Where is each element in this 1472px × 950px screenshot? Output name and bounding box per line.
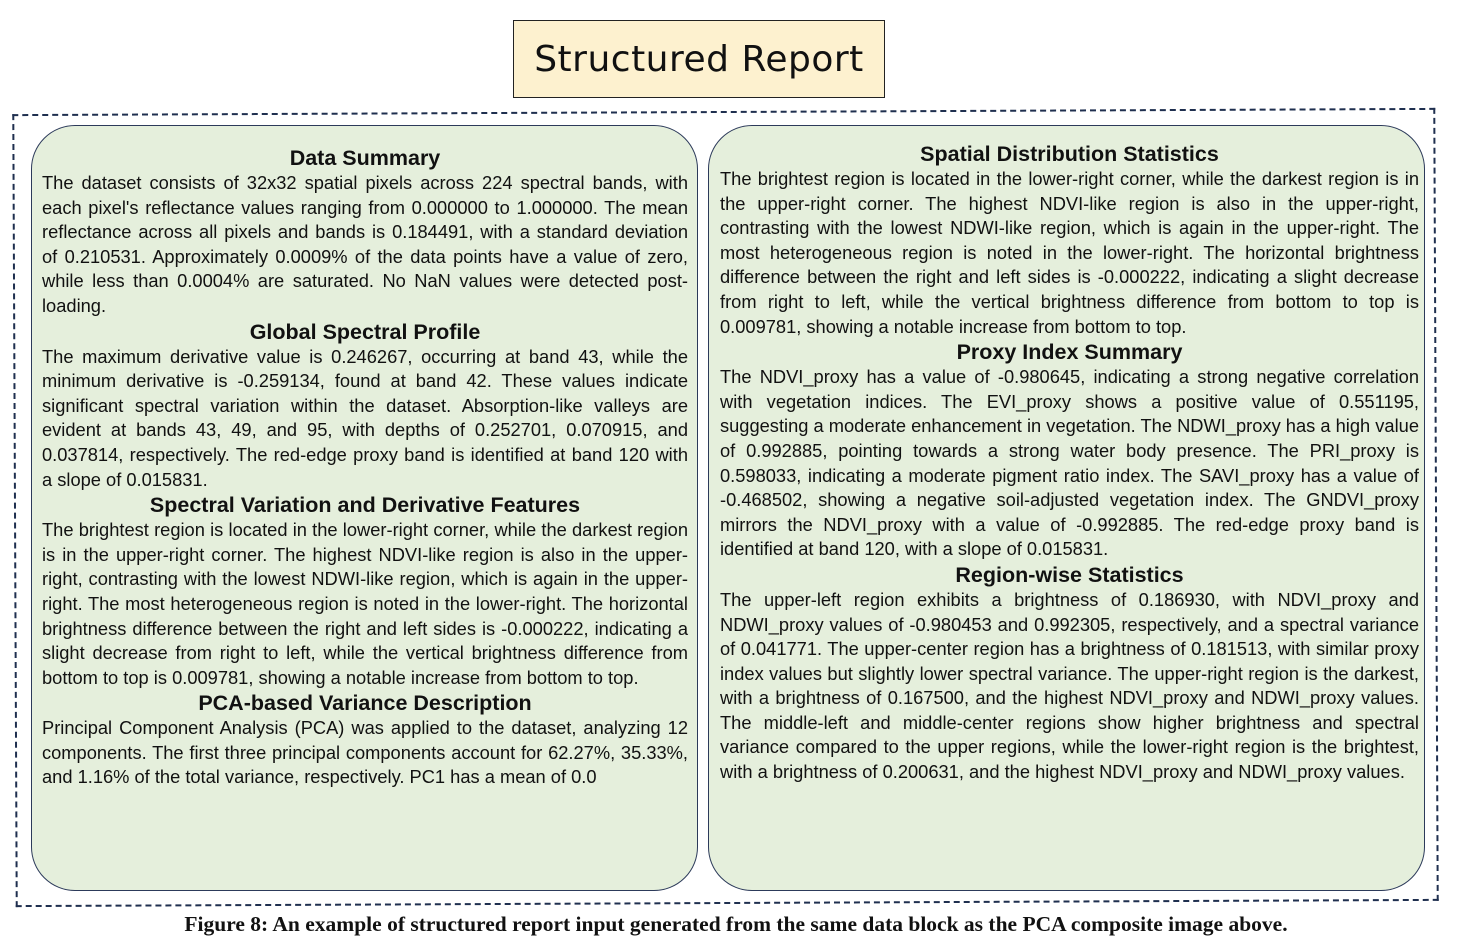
left-panel xyxy=(31,125,698,891)
section-body-spatial-distribution: The brightest region is located in the lower-right corner, while the darkest region is in the upper-right corner. The highest NDVI-like region is also in the upper-right, contrasting with the lowest NDWI-like region, which is again in the upper-right. The most heterogeneous region is noted in the lower-right. The horizontal brightness difference between the right and left sides is -0.000222, indicating a slight decrease from right to left, while the vertical brightness difference from bottom to top is 0.009781, showing a notable increase from bottom to top. xyxy=(720,168,1419,337)
section-body-data-summary: The dataset consists of 32x32 spatial pixels across 224 spectral bands, with each pixel's reflectance values ranging from 0.000000 to 1.000000. The mean reflectance across all pixels and bands is 0.184491, with a standard deviation of 0.210531. Approximately 0.0009% of the data points have a value of zero, while less than 0.0004% are saturated. No NaN values were detected post-loading. xyxy=(42,172,688,316)
section-heading-spectral-variation: Spectral Variation and Derivative Features xyxy=(149,493,581,518)
right-panel xyxy=(708,125,1425,891)
section-body-region-wise-statistics: The upper-left region exhibits a brightness of 0.186930, with NDVI_proxy and NDWI_proxy values of -0.980453 and 0.992305, respectively, and a spectral variance of 0.041771. The upper-center region has a brightness of 0.181513, with similar proxy index values but slightly lower spectral variance. The upper-right region is the darkest, with a brightness of 0.167500, and the highest NDVI_proxy and NDWI_proxy values. The middle-left and middle-center regions show higher brightness and spectral variance compared to the upper regions, while the lower-right region is the brightest, with a brightness of 0.200631, and the highest NDVI_proxy and NDWI_proxy values. xyxy=(720,588,1419,783)
section-heading-spatial-distribution: Spatial Distribution Statistics xyxy=(920,142,1219,166)
section-heading-global-spectral-profile: Global Spectral Profile xyxy=(249,319,481,344)
section-heading-pca-variance: PCA-based Variance Description xyxy=(198,691,532,716)
figure-caption: Figure 8: An example of structured report input generated from the same data block as the PCA composite image above. xyxy=(184,912,1288,936)
section-body-pca-variance: Principal Component Analysis (PCA) was applied to the dataset, analyzing 12 components. The first three principal components account for 62.27%, 35.33%, and 1.16% of the total variance, respectively. PC1 has a mean of 0.0 xyxy=(42,717,688,788)
section-body-global-spectral-profile: The maximum derivative value is 0.246267, occurring at band 43, while the minimum derivative is -0.259134, found at band 42. These values indicate significant spectral variation within the dataset. Absorption-like valleys are evident at bands 43, 49, and 95, with depths of 0.252701, 0.070915, and 0.037814, respectively. The red-edge proxy band is identified at band 120 with a slope of 0.015831. xyxy=(42,345,688,490)
section-heading-region-wise-statistics: Region-wise Statistics xyxy=(955,562,1184,587)
section-heading-data-summary: Data Summary xyxy=(289,146,441,170)
section-body-spectral-variation: The brightest region is located in the lower-right corner, while the darkest region is in the upper-right corner. The highest NDVI-like region is also in the upper-right, contrasting with the lowest NDWI-like region, which is again in the upper-right. The most heterogeneous region is noted in the lower-right. The horizontal brightness difference between the right and left sides is -0.000222, indicating a slight decrease from right to left, while the vertical brightness difference from bottom to top is 0.009781, showing a notable increase from bottom to top. xyxy=(42,519,688,688)
section-heading-proxy-index-summary: Proxy Index Summary xyxy=(956,340,1183,365)
section-body-proxy-index-summary: The NDVI_proxy has a value of -0.980645, indicating a strong negative correlation with vegetation indices. The EVI_proxy shows a positive value of 0.551195, suggesting a moderate enhancement in vegetation. The NDWI_proxy has a high value of 0.992885, pointing towards a strong water body presence. The PRI_proxy is 0.598033, indicating a moderate pigment ratio index. The SAVI_proxy has a value of -0.468502, showing a negative soil-adjusted vegetation index. The GNDVI_proxy mirrors the NDVI_proxy with a value of -0.992885. The red-edge proxy band is identified at band 120, with a slope of 0.015831. xyxy=(720,366,1419,560)
report-title: Structured Report xyxy=(513,20,885,98)
